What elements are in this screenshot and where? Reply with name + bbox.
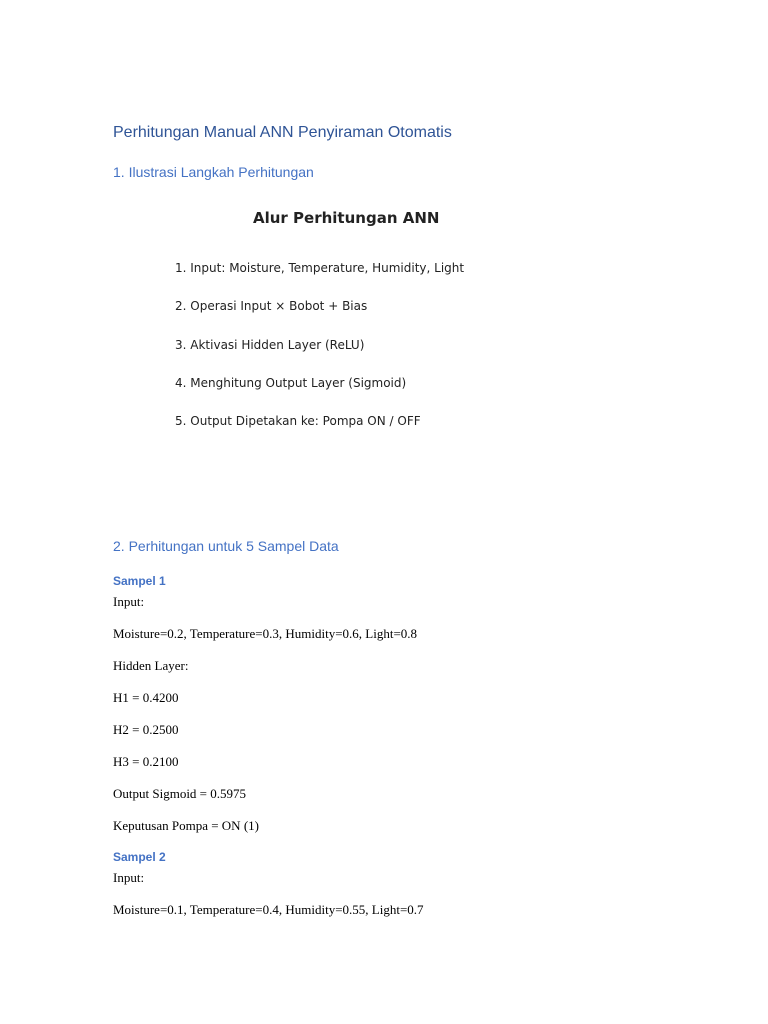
figure-step-4: 4. Menghitung Output Layer (Sigmoid): [175, 376, 407, 390]
hidden-h1: H1 = 0.4200: [113, 690, 179, 705]
section-1-heading: 1. Ilustrasi Langkah Perhitungan: [113, 164, 314, 180]
hidden-h3: H3 = 0.2100: [113, 754, 179, 769]
figure-title: Alur Perhitungan ANN: [253, 209, 440, 227]
figure-step-2: 2. Operasi Input × Bobot + Bias: [175, 299, 368, 313]
document-title: Perhitungan Manual ANN Penyiraman Otomatis: [113, 124, 452, 141]
figure-step-5: 5. Output Dipetakan ke: Pompa ON / OFF: [175, 414, 421, 428]
figure-step-3: 3. Aktivasi Hidden Layer (ReLU): [175, 338, 365, 352]
input-values: Moisture=0.2, Temperature=0.3, Humidity=0.6, Light=0.8: [113, 626, 418, 641]
sample-heading: Sampel 1: [113, 574, 166, 588]
hidden-h2: H2 = 0.2500: [113, 722, 179, 737]
hidden-layer-label: Hidden Layer:: [113, 658, 189, 673]
input-values: Moisture=0.1, Temperature=0.4, Humidity=0.55, Light=0.7: [113, 902, 424, 917]
pump-decision: Keputusan Pompa = ON (1): [113, 818, 259, 833]
input-label: Input:: [113, 594, 145, 609]
sample-heading: Sampel 2: [113, 850, 166, 864]
output-sigmoid: Output Sigmoid = 0.5975: [113, 786, 247, 801]
input-label: Input:: [113, 870, 145, 885]
figure-step-1: 1. Input: Moisture, Temperature, Humidity, Light: [175, 261, 465, 275]
section-2-heading: 2. Perhitungan untuk 5 Sampel Data: [113, 538, 339, 554]
